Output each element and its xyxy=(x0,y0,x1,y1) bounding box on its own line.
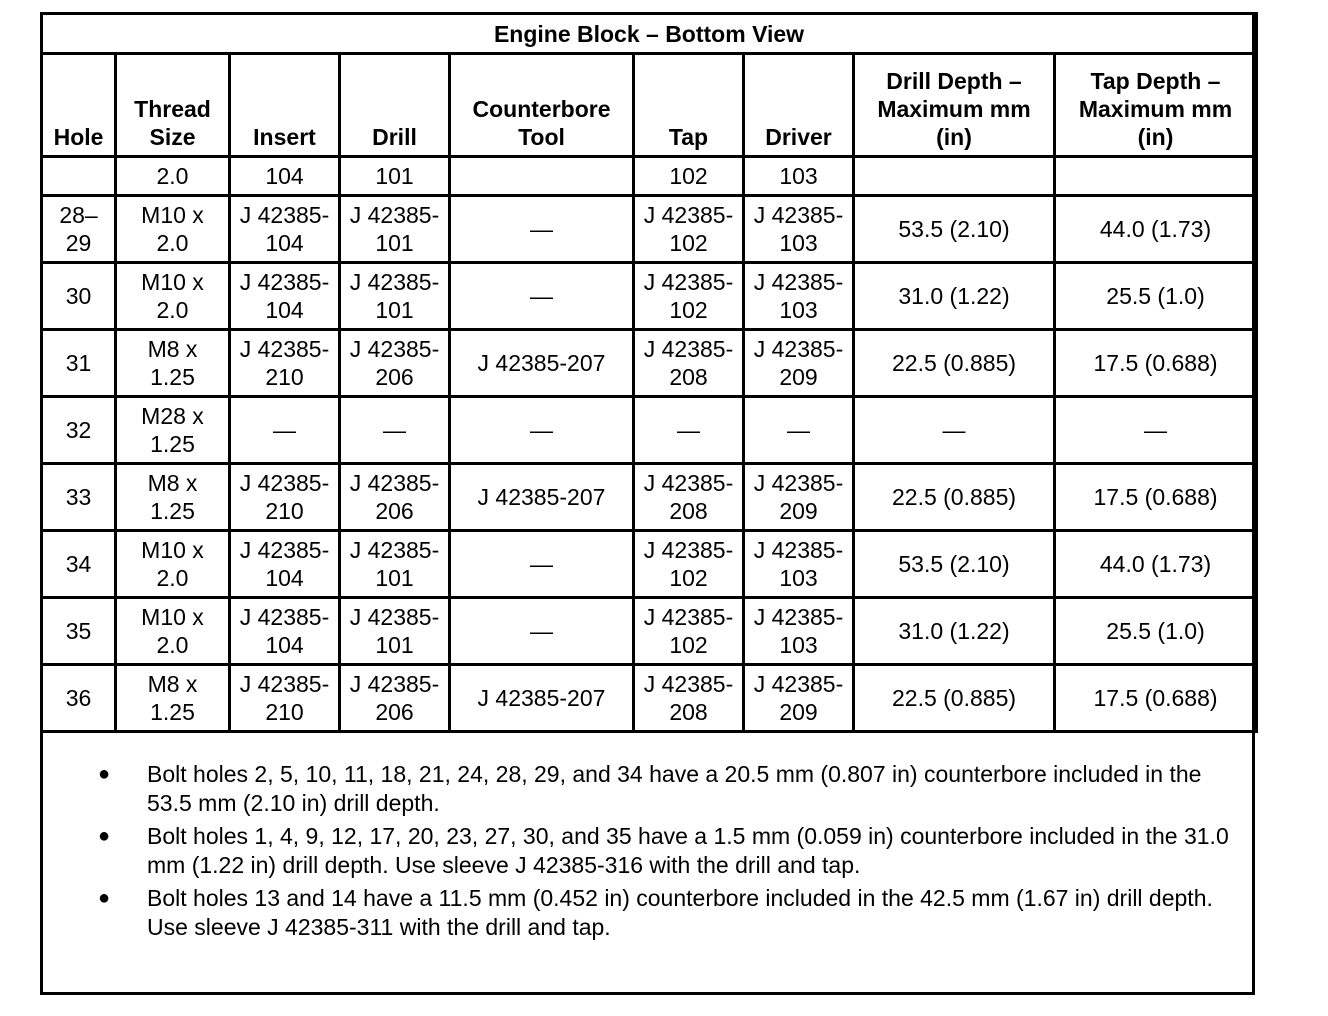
note-item xyxy=(43,760,1251,818)
table-cell: 36 xyxy=(42,665,116,732)
bullet-icon: ● xyxy=(98,763,111,785)
table-cell: — xyxy=(634,397,744,464)
table-cell: 102 xyxy=(634,157,744,196)
note-text: Bolt holes 1, 4, 9, 12, 17, 20, 23, 27, 30, and 35 have a 1.5 mm (0.059 in) counterbore included in the 31.0 mm (1.22 in) drill depth. Use sleeve J 42385-316 with the drill and tap. xyxy=(147,823,1229,878)
table-cell: 34 xyxy=(42,531,116,598)
table-cell: M8 x 1.25 xyxy=(116,464,230,531)
table-cell: J 42385-207 xyxy=(450,665,634,732)
table-cell: 44.0 (1.73) xyxy=(1055,531,1257,598)
table-cell: J 42385- 102 xyxy=(634,263,744,330)
header-driver: Driver xyxy=(744,54,854,157)
engine-block-table xyxy=(40,12,1258,733)
note-item xyxy=(43,822,1251,880)
table-cell: 44.0 (1.73) xyxy=(1055,196,1257,263)
table-row xyxy=(42,665,1257,732)
table-cell: J 42385- 206 xyxy=(340,330,450,397)
table-title: Engine Block – Bottom View xyxy=(42,14,1257,54)
table-cell: 31.0 (1.22) xyxy=(854,263,1055,330)
table-cell: J 42385- 206 xyxy=(340,464,450,531)
table-cell: J 42385-207 xyxy=(450,330,634,397)
table-cell: J 42385- 101 xyxy=(340,598,450,665)
table-cell: 22.5 (0.885) xyxy=(854,665,1055,732)
table-cell: 104 xyxy=(230,157,340,196)
table-cell: 31 xyxy=(42,330,116,397)
header-thread-size: Thread Size xyxy=(116,54,230,157)
table-cell: 30 xyxy=(42,263,116,330)
table-cell: J 42385- 102 xyxy=(634,598,744,665)
table-cell: 53.5 (2.10) xyxy=(854,531,1055,598)
table-cell: J 42385- 210 xyxy=(230,665,340,732)
table-row xyxy=(42,531,1257,598)
table-cell: 25.5 (1.0) xyxy=(1055,263,1257,330)
table-cell: 32 xyxy=(42,397,116,464)
table-cell: M10 x 2.0 xyxy=(116,531,230,598)
table-cell: J 42385- 208 xyxy=(634,464,744,531)
table-cell: 33 xyxy=(42,464,116,531)
table-cell: 22.5 (0.885) xyxy=(854,464,1055,531)
sub-header-row xyxy=(42,157,1257,196)
table-cell: — xyxy=(450,397,634,464)
table-cell: M8 x 1.25 xyxy=(116,665,230,732)
table-cell: J 42385- 104 xyxy=(230,531,340,598)
table-cell: 2.0 xyxy=(116,157,230,196)
table-cell: — xyxy=(230,397,340,464)
table-cell: — xyxy=(340,397,450,464)
table-cell: J 42385-207 xyxy=(450,464,634,531)
table-cell: — xyxy=(744,397,854,464)
table-cell: 22.5 (0.885) xyxy=(854,330,1055,397)
table-cell xyxy=(854,157,1055,196)
table-row xyxy=(42,464,1257,531)
header-hole: Hole xyxy=(42,54,116,157)
table-cell: — xyxy=(854,397,1055,464)
table-cell: J 42385- 103 xyxy=(744,598,854,665)
header-counterbore-tool: Counterbore Tool xyxy=(450,54,634,157)
notes-section xyxy=(43,760,1251,946)
table-cell: — xyxy=(450,263,634,330)
table-cell: J 42385- 102 xyxy=(634,196,744,263)
table-cell: J 42385- 208 xyxy=(634,665,744,732)
table-cell: J 42385- 208 xyxy=(634,330,744,397)
table-row xyxy=(42,598,1257,665)
table-cell: J 42385- 104 xyxy=(230,598,340,665)
table-cell: J 42385- 104 xyxy=(230,263,340,330)
table-cell: M28 x 1.25 xyxy=(116,397,230,464)
table-cell: J 42385- 209 xyxy=(744,330,854,397)
table-cell: M10 x 2.0 xyxy=(116,598,230,665)
table-cell: J 42385- 101 xyxy=(340,263,450,330)
table-cell: 35 xyxy=(42,598,116,665)
table-cell: J 42385- 104 xyxy=(230,196,340,263)
header-drill-depth: Drill Depth – Maximum mm (in) xyxy=(854,54,1055,157)
table-cell: J 42385- 101 xyxy=(340,196,450,263)
note-item xyxy=(43,884,1251,942)
table-row xyxy=(42,397,1257,464)
table-cell xyxy=(1055,157,1257,196)
table-cell: J 42385- 103 xyxy=(744,263,854,330)
table-cell: J 42385- 209 xyxy=(744,464,854,531)
table-row xyxy=(42,330,1257,397)
table-cell: 17.5 (0.688) xyxy=(1055,665,1257,732)
note-text: Bolt holes 13 and 14 have a 11.5 mm (0.452 in) counterbore included in the 42.5 mm (1.67 in) drill depth. Use sleeve J 42385-311 with the drill and tap. xyxy=(147,885,1213,940)
table-cell: M8 x 1.25 xyxy=(116,330,230,397)
table-cell: — xyxy=(1055,397,1257,464)
table-cell: 31.0 (1.22) xyxy=(854,598,1055,665)
table-cell: J 42385- 210 xyxy=(230,330,340,397)
table-row xyxy=(42,196,1257,263)
table-cell: 53.5 (2.10) xyxy=(854,196,1055,263)
table-cell: — xyxy=(450,531,634,598)
table-cell: 17.5 (0.688) xyxy=(1055,464,1257,531)
header-drill: Drill xyxy=(340,54,450,157)
header-tap-depth: Tap Depth – Maximum mm (in) xyxy=(1055,54,1257,157)
table-cell: — xyxy=(450,598,634,665)
table-cell: J 42385- 209 xyxy=(744,665,854,732)
table-cell: J 42385- 101 xyxy=(340,531,450,598)
table-cell: 17.5 (0.688) xyxy=(1055,330,1257,397)
table-row xyxy=(42,263,1257,330)
table-cell: J 42385- 103 xyxy=(744,531,854,598)
table-cell: 25.5 (1.0) xyxy=(1055,598,1257,665)
table-cell: M10 x 2.0 xyxy=(116,196,230,263)
bullet-icon: ● xyxy=(98,887,111,909)
table-cell: J 42385- 102 xyxy=(634,531,744,598)
table-cell xyxy=(450,157,634,196)
table-cell: — xyxy=(450,196,634,263)
table-cell: J 42385- 210 xyxy=(230,464,340,531)
table-cell: M10 x 2.0 xyxy=(116,263,230,330)
table-cell xyxy=(42,157,116,196)
table-cell: 28– 29 xyxy=(42,196,116,263)
header-tap: Tap xyxy=(634,54,744,157)
table-cell: 103 xyxy=(744,157,854,196)
header-insert: Insert xyxy=(230,54,340,157)
note-text: Bolt holes 2, 5, 10, 11, 18, 21, 24, 28, 29, and 34 have a 20.5 mm (0.807 in) counterbore included in the 53.5 mm (2.10 in) drill depth. xyxy=(147,761,1202,816)
table-cell: 101 xyxy=(340,157,450,196)
bullet-icon: ● xyxy=(98,825,111,847)
table-cell: J 42385- 206 xyxy=(340,665,450,732)
table-cell: J 42385- 103 xyxy=(744,196,854,263)
